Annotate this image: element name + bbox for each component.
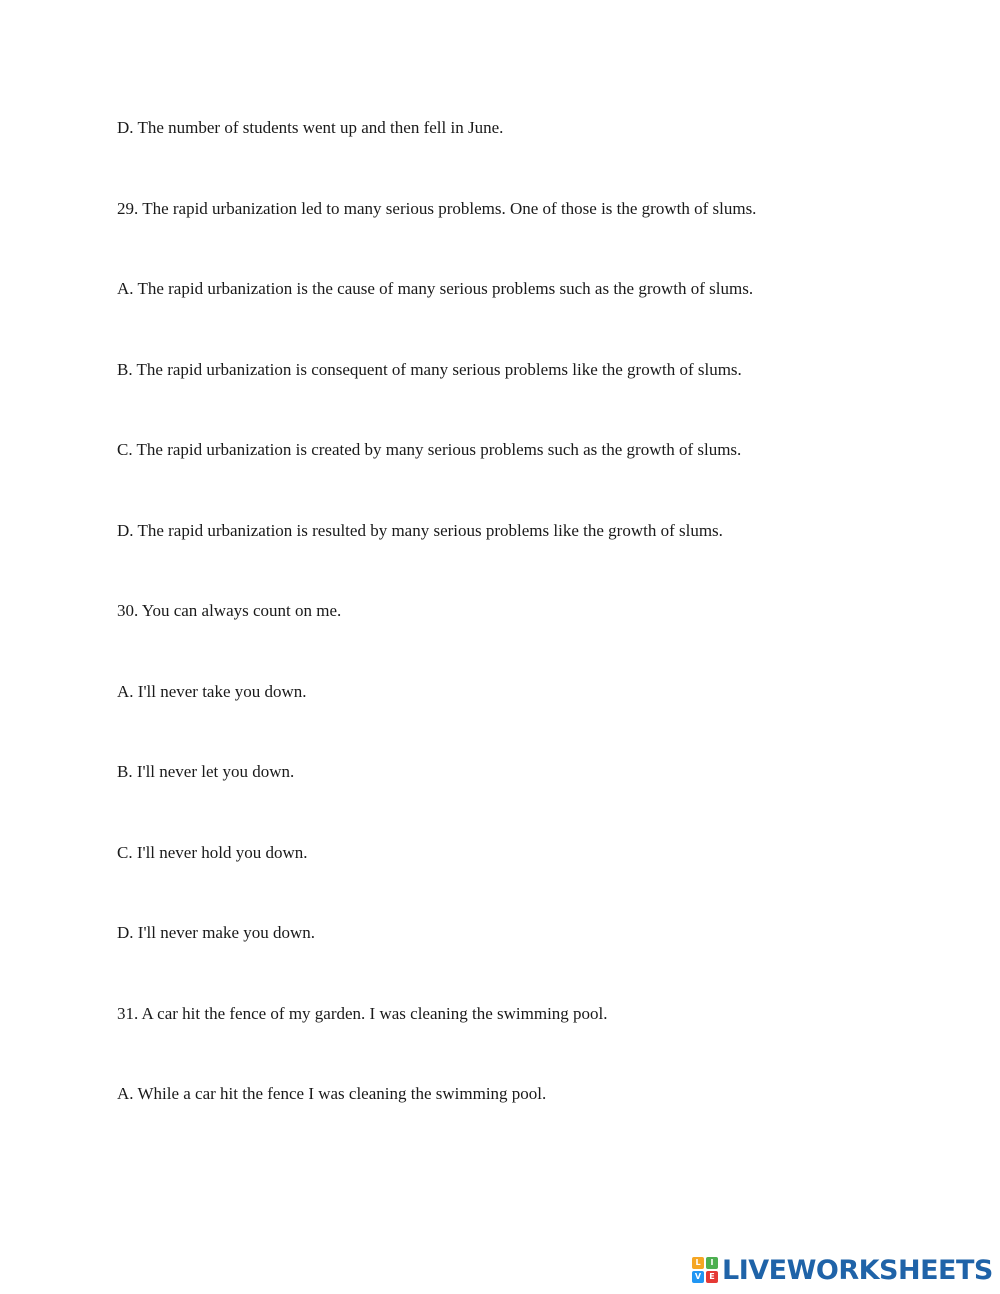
option-d-q30: D. I'll never make you down. [117, 923, 316, 942]
logo-tile-v: V [692, 1271, 704, 1283]
logo-text: LIVEWORKSHEETS [722, 1254, 993, 1286]
option-d-q28: D. The number of students went up and then fell in June. [117, 118, 504, 137]
option-a-q31: A. While a car hit the fence I was cleaning the swimming pool. [117, 1084, 547, 1103]
logo-tile-i: I [706, 1257, 718, 1269]
option-b-q29: B. The rapid urbanization is consequent of many serious problems like the growth of slums. [117, 360, 742, 379]
option-a-q29: A. The rapid urbanization is the cause of many serious problems such as the growth of slums. [117, 279, 754, 298]
logo-tile-e: E [706, 1271, 718, 1283]
option-c-q30: C. I'll never hold you down. [117, 843, 308, 862]
option-c-q29: C. The rapid urbanization is created by many serious problems such as the growth of slums. [117, 440, 742, 459]
option-a-q30: A. I'll never take you down. [117, 682, 307, 701]
liveworksheets-logo[interactable] [692, 1256, 993, 1284]
question-30: 30. You can always count on me. [117, 601, 342, 620]
option-b-q30: B. I'll never let you down. [117, 762, 295, 781]
option-d-q29: D. The rapid urbanization is resulted by many serious problems like the growth of slums. [117, 521, 723, 540]
logo-mark-icon [692, 1257, 718, 1283]
question-29: 29. The rapid urbanization led to many serious problems. One of those is the growth of slums. [117, 199, 757, 218]
logo-tile-l: L [692, 1257, 704, 1269]
question-31: 31. A car hit the fence of my garden. I was cleaning the swimming pool. [117, 1004, 608, 1023]
